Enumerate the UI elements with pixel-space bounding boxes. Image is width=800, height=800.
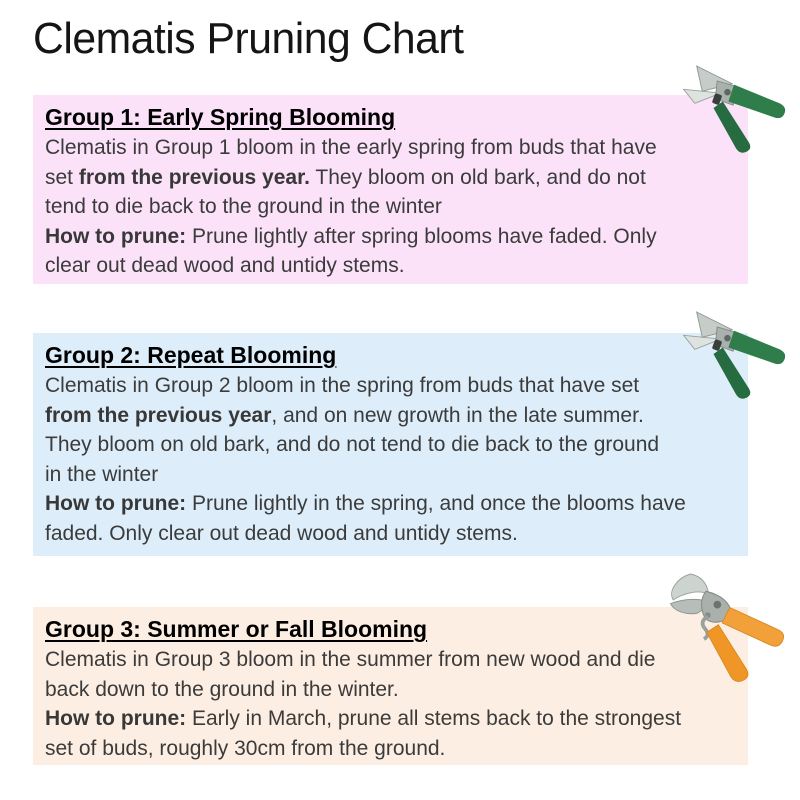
text-line: How to prune: Prune lightly after spring blooms have faded. Only: [45, 224, 657, 248]
text-line: How to prune: Early in March, prune all stems back to the strongest: [45, 707, 682, 730]
group-1-heading: Group 1: Early Spring Blooming: [45, 104, 396, 130]
text-line: Clematis in Group 3 bloom in the summer from new wood and die: [45, 648, 656, 671]
text-line: Clematis in Group 2 bloom in the spring from buds that have set: [45, 374, 640, 397]
text-line: clear out dead wood and untidy stems.: [45, 254, 405, 277]
section-group-1: [33, 95, 748, 284]
group-2-body: [45, 371, 736, 548]
text-line: faded. Only clear out dead wood and untidy stems.: [45, 521, 518, 545]
text-line: tend to die back to the ground in the winter: [45, 195, 442, 218]
green-pruner-icon: [678, 60, 790, 156]
text-line: Clematis in Group 1 bloom in the early spring from buds that have: [45, 136, 657, 159]
green-pruner-icon: [678, 306, 790, 402]
text-line: from the previous year, and on new growth in the late summer.: [45, 403, 644, 427]
text-line: set from the previous year. They bloom on old bark, and do not: [45, 165, 646, 189]
page-title: Clematis Pruning Chart: [33, 14, 464, 63]
orange-pruner-icon: [658, 570, 792, 690]
section-group-2: [33, 333, 748, 556]
text-line: How to prune: Prune lightly in the spring, and once the blooms have: [45, 492, 686, 515]
text-line: in the winter: [45, 462, 159, 486]
group-1-body: [45, 133, 736, 281]
group-3-body: [45, 645, 736, 763]
group-3-heading: Group 3: Summer or Fall Blooming: [45, 616, 428, 642]
text-line: set of buds, roughly 30cm from the ground.: [45, 736, 446, 760]
text-line: back down to the ground in the winter.: [45, 677, 399, 701]
text-line: They bloom on old bark, and do not tend to die back to the ground: [45, 433, 660, 456]
section-group-3: [33, 607, 748, 765]
group-2-heading: Group 2: Repeat Blooming: [45, 342, 337, 368]
